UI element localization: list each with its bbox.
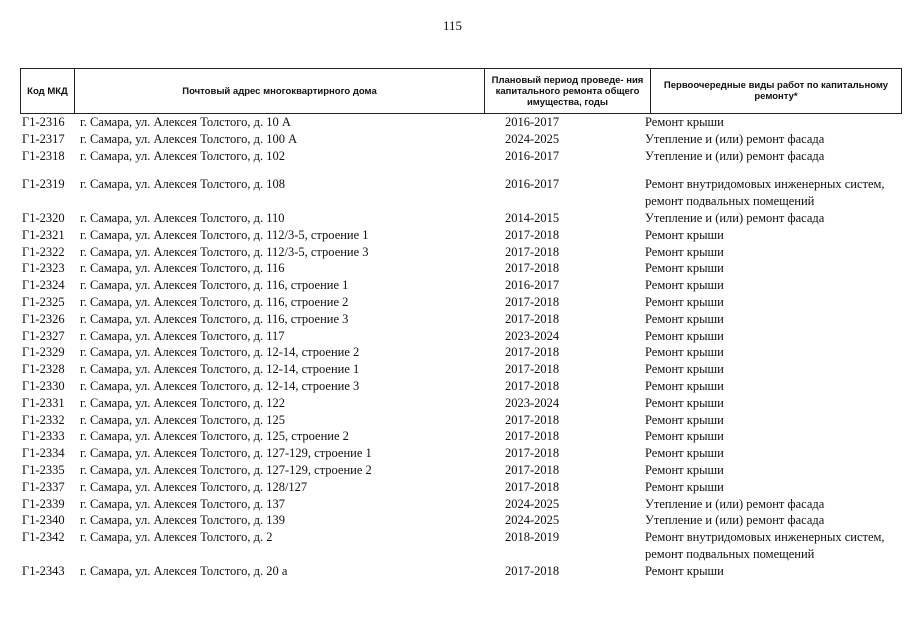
row-address: г. Самара, ул. Алексея Толстого, д. 10 А — [80, 115, 291, 129]
row-works — [645, 412, 902, 429]
table-row — [20, 210, 902, 227]
row-period: 2024-2025 — [505, 131, 560, 146]
row-works-line: Ремонт крыши — [645, 294, 724, 309]
row-code: Г1-2340 — [22, 513, 65, 528]
row-period: 2016-2017 — [505, 148, 560, 163]
row-period: 2017-2018 — [505, 429, 560, 444]
row-works-line: Ремонт крыши — [645, 227, 724, 242]
row-works — [645, 227, 902, 244]
table-row — [20, 412, 902, 429]
row-code: Г1-2316 — [22, 115, 65, 129]
row-works — [645, 277, 902, 294]
row-works — [645, 395, 902, 412]
row-works — [645, 344, 902, 361]
row-address: г. Самара, ул. Алексея Толстого, д. 116, строение 3 — [80, 311, 349, 326]
row-works — [645, 428, 902, 445]
row-works — [645, 378, 902, 395]
table-row — [20, 462, 902, 479]
row-works — [645, 496, 902, 513]
table-row — [20, 529, 902, 563]
row-works-line: Ремонт внутридомовых инженерных систем, — [645, 177, 885, 192]
row-works-line: Утепление и (или) ремонт фасада — [645, 513, 825, 528]
header-period: Плановый период проведе- ния капитального ремонта общего имущества, годы — [485, 69, 651, 113]
row-period: 2024-2025 — [505, 513, 560, 528]
table-row — [20, 563, 902, 580]
table-row — [20, 131, 902, 148]
table-row — [20, 395, 902, 412]
table-row — [20, 114, 902, 131]
row-address: г. Самара, ул. Алексея Толстого, д. 116 — [80, 261, 285, 276]
row-works-line: Ремонт крыши — [645, 429, 724, 444]
row-code: Г1-2320 — [22, 210, 65, 225]
row-works-line: Ремонт крыши — [645, 345, 724, 360]
row-address: г. Самара, ул. Алексея Толстого, д. 117 — [80, 328, 285, 343]
row-address: г. Самара, ул. Алексея Толстого, д. 127-129, строение 1 — [80, 446, 372, 461]
row-works — [645, 529, 902, 563]
table-row — [20, 260, 902, 277]
row-period: 2014-2015 — [505, 210, 560, 225]
row-code: Г1-2337 — [22, 479, 65, 494]
row-works — [645, 328, 902, 345]
row-address: г. Самара, ул. Алексея Толстого, д. 116, строение 1 — [80, 278, 349, 293]
header-code: Код МКД — [21, 69, 75, 113]
row-address: г. Самара, ул. Алексея Толстого, д. 108 — [80, 177, 285, 192]
row-code: Г1-2334 — [22, 446, 65, 461]
row-code: Г1-2325 — [22, 294, 65, 309]
row-period: 2017-2018 — [505, 412, 560, 427]
row-code: Г1-2335 — [22, 462, 65, 477]
table-row — [20, 344, 902, 361]
row-address: г. Самара, ул. Алексея Толстого, д. 112/3-5, строение 1 — [80, 227, 369, 242]
row-address: г. Самара, ул. Алексея Толстого, д. 12-14, строение 2 — [80, 345, 360, 360]
row-period: 2017-2018 — [505, 244, 560, 259]
table-row — [20, 378, 902, 395]
row-works — [645, 260, 902, 277]
row-period: 2017-2018 — [505, 261, 560, 276]
row-works-line: Утепление и (или) ремонт фасада — [645, 131, 825, 146]
header-address: Почтовый адрес многоквартирного дома — [75, 69, 485, 113]
row-works-line: Ремонт крыши — [645, 278, 724, 293]
row-code: Г1-2323 — [22, 261, 65, 276]
row-code: Г1-2327 — [22, 328, 65, 343]
row-address: г. Самара, ул. Алексея Толстого, д. 12-14, строение 1 — [80, 362, 360, 377]
row-period: 2016-2017 — [505, 278, 560, 293]
table-row — [20, 361, 902, 378]
table-row — [20, 328, 902, 345]
row-works — [645, 294, 902, 311]
row-code: Г1-2321 — [22, 227, 65, 242]
row-address: г. Самара, ул. Алексея Толстого, д. 110 — [80, 210, 285, 225]
table-row — [20, 227, 902, 244]
row-address: г. Самара, ул. Алексея Толстого, д. 20 а — [80, 563, 288, 578]
table-row — [20, 428, 902, 445]
row-works-line: Ремонт крыши — [645, 362, 724, 377]
row-works-line: ремонт подвальных помещений — [645, 194, 815, 209]
row-works-line: Ремонт внутридомовых инженерных систем, — [645, 530, 885, 545]
table-header — [20, 68, 902, 114]
row-period: 2023-2024 — [505, 328, 560, 343]
row-works-line: Утепление и (или) ремонт фасада — [645, 210, 825, 225]
row-code: Г1-2322 — [22, 244, 65, 259]
row-code: Г1-2326 — [22, 311, 65, 326]
table-row — [20, 277, 902, 294]
row-works — [645, 210, 902, 227]
row-code: Г1-2328 — [22, 362, 65, 377]
row-works-line: Ремонт крыши — [645, 378, 724, 393]
row-period: 2017-2018 — [505, 446, 560, 461]
row-works-line: Ремонт крыши — [645, 412, 724, 427]
table-body — [20, 114, 902, 580]
row-works-line: Ремонт крыши — [645, 446, 724, 461]
row-address: г. Самара, ул. Алексея Толстого, д. 112/3-5, строение 3 — [80, 244, 369, 259]
row-period: 2017-2018 — [505, 362, 560, 377]
row-works-line: Ремонт крыши — [645, 462, 724, 477]
row-works — [645, 311, 902, 328]
row-period: 2016-2017 — [505, 115, 560, 129]
table-row — [20, 479, 902, 496]
row-works — [645, 512, 902, 529]
table-row — [20, 294, 902, 311]
row-period: 2017-2018 — [505, 378, 560, 393]
row-code: Г1-2333 — [22, 429, 65, 444]
row-period: 2016-2017 — [505, 177, 560, 192]
row-works — [645, 176, 902, 210]
row-address: г. Самара, ул. Алексея Толстого, д. 139 — [80, 513, 285, 528]
row-period: 2017-2018 — [505, 294, 560, 309]
row-address: г. Самара, ул. Алексея Толстого, д. 122 — [80, 395, 285, 410]
table-row — [20, 176, 902, 210]
row-code: Г1-2318 — [22, 148, 65, 163]
row-code: Г1-2332 — [22, 412, 65, 427]
row-period: 2018-2019 — [505, 530, 560, 545]
row-period: 2017-2018 — [505, 479, 560, 494]
header-works: Первоочередные виды работ по капитальному ремонту* — [663, 80, 889, 102]
row-address: г. Самара, ул. Алексея Толстого, д. 100 А — [80, 131, 298, 146]
row-code: Г1-2329 — [22, 345, 65, 360]
row-works-line: Ремонт крыши — [645, 563, 724, 578]
row-code: Г1-2342 — [22, 530, 65, 545]
row-period: 2017-2018 — [505, 311, 560, 326]
row-period: 2017-2018 — [505, 563, 560, 578]
table-row — [20, 244, 902, 261]
row-code: Г1-2317 — [22, 131, 65, 146]
row-period: 2017-2018 — [505, 462, 560, 477]
row-works-line: Ремонт крыши — [645, 395, 724, 410]
row-address: г. Самара, ул. Алексея Толстого, д. 102 — [80, 148, 285, 163]
row-code: Г1-2343 — [22, 563, 65, 578]
table-row — [20, 445, 902, 462]
row-works-line: Ремонт крыши — [645, 115, 724, 129]
row-works-line: Ремонт крыши — [645, 479, 724, 494]
table-row — [20, 512, 902, 529]
row-address: г. Самара, ул. Алексея Толстого, д. 116, строение 2 — [80, 294, 349, 309]
row-address: г. Самара, ул. Алексея Толстого, д. 125 — [80, 412, 285, 427]
row-works-line: ремонт подвальных помещений — [645, 546, 815, 561]
row-period: 2024-2025 — [505, 496, 560, 511]
row-address: г. Самара, ул. Алексея Толстого, д. 125, строение 2 — [80, 429, 349, 444]
row-address: г. Самара, ул. Алексея Толстого, д. 127-129, строение 2 — [80, 462, 372, 477]
row-code: Г1-2319 — [22, 177, 65, 192]
row-period: 2023-2024 — [505, 395, 560, 410]
row-works — [645, 462, 902, 479]
row-address: г. Самара, ул. Алексея Толстого, д. 12-14, строение 3 — [80, 378, 360, 393]
row-works — [645, 131, 902, 148]
page-number: 115 — [442, 18, 463, 33]
table-row — [20, 496, 902, 513]
row-address: г. Самара, ул. Алексея Толстого, д. 128/127 — [80, 479, 308, 494]
row-works — [645, 445, 902, 462]
row-works-line: Ремонт крыши — [645, 328, 724, 343]
table-row — [20, 311, 902, 328]
row-code: Г1-2339 — [22, 496, 65, 511]
row-works — [645, 479, 902, 496]
row-works-line: Ремонт крыши — [645, 244, 724, 259]
row-address: г. Самара, ул. Алексея Толстого, д. 137 — [80, 496, 285, 511]
row-period: 2017-2018 — [505, 227, 560, 242]
row-works — [645, 563, 902, 580]
row-works — [645, 244, 902, 261]
row-code: Г1-2324 — [22, 278, 65, 293]
row-code: Г1-2331 — [22, 395, 65, 410]
row-works-line: Утепление и (или) ремонт фасада — [645, 496, 825, 511]
row-code: Г1-2330 — [22, 378, 65, 393]
row-address: г. Самара, ул. Алексея Толстого, д. 2 — [80, 530, 273, 545]
row-works-line: Ремонт крыши — [645, 311, 724, 326]
row-works — [645, 114, 902, 131]
row-works-line: Утепление и (или) ремонт фасада — [645, 148, 825, 163]
table-row — [20, 148, 902, 165]
row-period: 2017-2018 — [505, 345, 560, 360]
row-works-line: Ремонт крыши — [645, 261, 724, 276]
row-works — [645, 148, 902, 165]
row-works — [645, 361, 902, 378]
